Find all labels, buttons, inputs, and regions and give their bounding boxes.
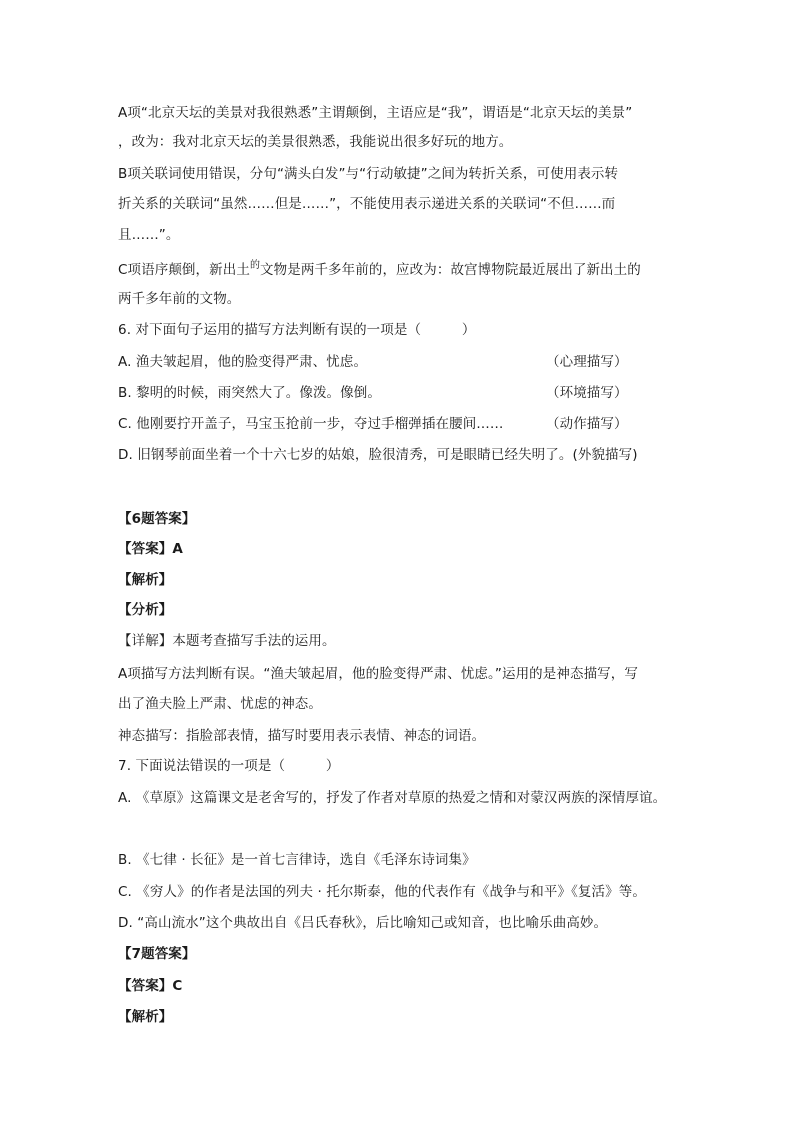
answer-6-line3: 神态描写：指脸部表情，描写时要用表示表情、神态的词语。 <box>118 728 486 744</box>
question-6-option-d: D. 旧钢琴前面坐着一个十六七岁的姑娘，脸很清秀，可是眼睛已经失明了。(外貌描写) <box>118 447 638 463</box>
explanation-a-line2: ，改为：我对北京天坛的美景很熟悉，我能说出很多好玩的地方。 <box>118 134 513 150</box>
option-a-tag: （心理描写） <box>546 354 628 370</box>
answer-6-fenxi-label: 【分析】 <box>118 602 173 618</box>
question-6-option-c <box>118 414 718 434</box>
option-a-text: A. 渔夫皱起眉，他的脸变得严肃、忧虑。 <box>118 354 368 370</box>
explanation-c-part2: 文物是两千多年前的，应改为：故宫博物院最近展出了新出土的 <box>260 262 641 278</box>
explanation-b-line1: B项关联词使用错误，分句“满头白发”与“行动敏捷”之间为转折关系，可使用表示转 <box>118 166 619 182</box>
explanation-b-line2: 折关系的关联词“虽然……但是……”，不能使用表示递进关系的关联词“不但……而 <box>118 196 616 212</box>
explanation-a-line1: A项“北京天坛的美景对我很熟悉”主谓颠倒，主语应是“我”，谓语是“北京天坛的美景” <box>118 105 633 121</box>
answer-6-answer: 【答案】A <box>118 541 183 557</box>
question-7-option-a: A. 《草原》这篇课文是老舍写的，抒发了作者对草原的热爱之情和对蒙汉两族的深情厚谊。 <box>118 790 667 806</box>
question-7-option-c: C. 《穷人》的作者是法国的列夫 · 托尔斯泰，他的代表作有《战争与和平》《复活》等。 <box>118 884 646 900</box>
answer-6-heading: 【6题答案】 <box>118 511 196 527</box>
answer-6-detail: 【详解】本题考查描写手法的运用。 <box>118 633 336 649</box>
answer-7-answer: 【答案】C <box>118 978 183 994</box>
explanation-b-line3: 且……”。 <box>118 227 180 243</box>
answer-7-analysis-label: 【解析】 <box>118 1009 173 1025</box>
option-c-text: C. 他刚要拧开盖子，马宝玉抢前一步，夺过手榴弹插在腰间…… <box>118 416 504 432</box>
answer-6-analysis-label: 【解析】 <box>118 572 173 588</box>
question-7-stem: 7. 下面说法错误的一项是（ ） <box>118 758 340 774</box>
question-6-stem: 6. 对下面句子运用的描写方法判断有误的一项是（ ） <box>118 322 476 338</box>
question-7-option-d: D. “高山流水”这个典故出自《吕氏春秋》，后比喻知己或知音，也比喻乐曲高妙。 <box>118 915 608 931</box>
answer-6-line1: A项描写方法判断有误。“渔夫皱起眉，他的脸变得严肃、忧虑。”运用的是神态描写，写 <box>118 666 638 682</box>
explanation-c-part1: C项语序颠倒，新出土 <box>118 262 250 278</box>
answer-7-heading: 【7题答案】 <box>118 946 196 962</box>
answer-6-line2: 出了渔夫脸上严肃、忧虑的神态。 <box>118 696 322 712</box>
question-6-option-a <box>118 352 718 372</box>
option-b-text: B. 黎明的时候，雨突然大了。像泼。像倒。 <box>118 385 381 401</box>
question-7-option-b: B. 《七律 · 长征》是一首七言律诗，选自《毛泽东诗词集》 <box>118 852 476 868</box>
question-6-option-b <box>118 383 718 403</box>
document-page <box>118 0 718 1123</box>
superscript-de: 的 <box>249 260 261 271</box>
explanation-c-line2: 两千多年前的文物。 <box>118 291 241 307</box>
explanation-c-line1 <box>118 260 641 282</box>
option-b-tag: （环境描写） <box>546 385 628 401</box>
option-c-tag: （动作描写） <box>546 416 628 432</box>
